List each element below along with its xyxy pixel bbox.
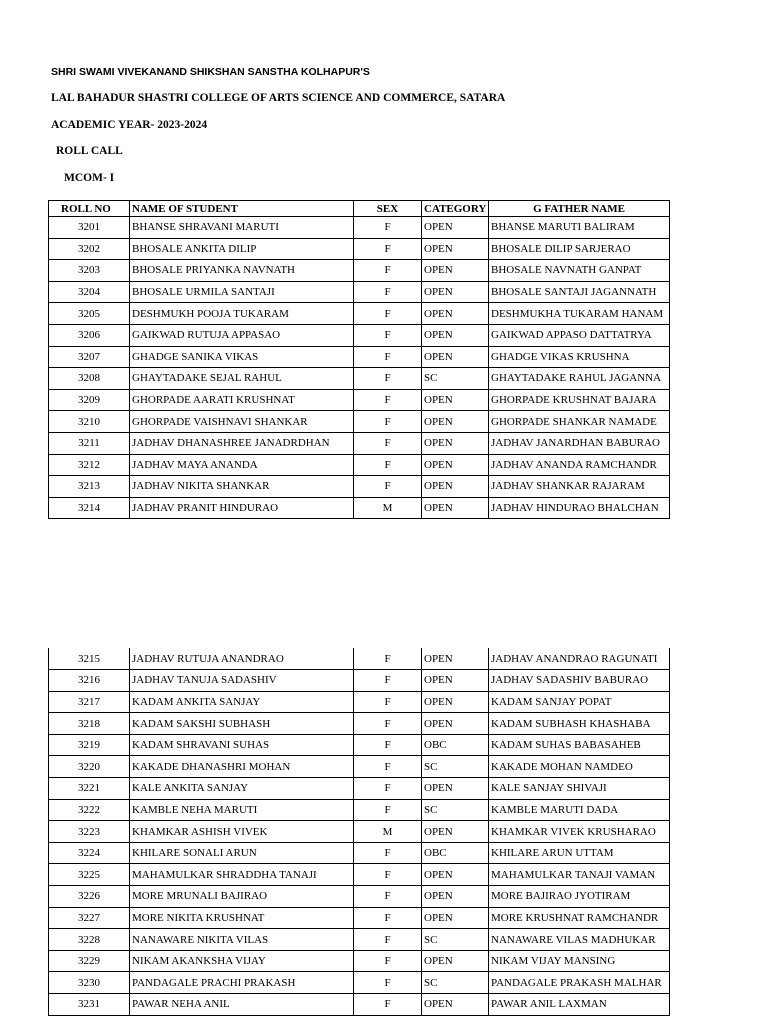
cell-category: OBC: [422, 734, 489, 756]
cell-sex: F: [354, 713, 422, 735]
cell-roll-no: 3214: [49, 497, 130, 519]
table-row: [49, 734, 670, 756]
cell-student-name: NANAWARE NIKITA VILAS: [130, 929, 354, 951]
table-row: [49, 778, 670, 800]
col-category: CATEGORY: [422, 201, 489, 217]
table-row: [49, 497, 670, 519]
cell-student-name: MAHAMULKAR SHRADDHA TANAJI: [130, 864, 354, 886]
table-row: [49, 648, 670, 670]
cell-father-name: JADHAV ANANDA RAMCHANDR: [489, 454, 670, 476]
cell-sex: F: [354, 691, 422, 713]
table-row: [49, 303, 670, 325]
table-row: [49, 864, 670, 886]
cell-category: OPEN: [422, 691, 489, 713]
cell-category: OPEN: [422, 454, 489, 476]
cell-category: OPEN: [422, 476, 489, 498]
table-row: [49, 411, 670, 433]
cell-sex: F: [354, 734, 422, 756]
cell-category: OPEN: [422, 907, 489, 929]
cell-roll-no: 3231: [49, 994, 130, 1016]
cell-student-name: NIKAM AKANKSHA VIJAY: [130, 950, 354, 972]
cell-category: SC: [422, 368, 489, 390]
cell-roll-no: 3212: [49, 454, 130, 476]
cell-sex: F: [354, 778, 422, 800]
cell-father-name: JADHAV HINDURAO BHALCHAN: [489, 497, 670, 519]
cell-father-name: BHOSALE DILIP SARJERAO: [489, 238, 670, 260]
cell-father-name: JADHAV JANARDHAN BABURAO: [489, 432, 670, 454]
society-name: SHRI SWAMI VIVEKANAND SHIKSHAN SANSTHA KOLHAPUR'S: [51, 66, 370, 78]
cell-student-name: JADHAV DHANASHREE JANADRDHAN: [130, 432, 354, 454]
table-row: [49, 346, 670, 368]
cell-student-name: JADHAV TANUJA SADASHIV: [130, 670, 354, 692]
cell-sex: F: [354, 389, 422, 411]
cell-category: OPEN: [422, 886, 489, 908]
col-roll-no: ROLL NO: [49, 201, 130, 217]
cell-sex: F: [354, 217, 422, 239]
cell-category: OPEN: [422, 950, 489, 972]
cell-student-name: BHOSALE ANKITA DILIP: [130, 238, 354, 260]
cell-roll-no: 3223: [49, 821, 130, 843]
cell-sex: F: [354, 799, 422, 821]
cell-roll-no: 3211: [49, 432, 130, 454]
table-row: [49, 907, 670, 929]
cell-student-name: JADHAV MAYA ANANDA: [130, 454, 354, 476]
cell-roll-no: 3229: [49, 950, 130, 972]
cell-father-name: JADHAV ANANDRAO RAGUNATI: [489, 648, 670, 670]
cell-category: OPEN: [422, 389, 489, 411]
cell-sex: M: [354, 497, 422, 519]
cell-student-name: BHOSALE PRIYANKA NAVNATH: [130, 260, 354, 282]
cell-category: SC: [422, 929, 489, 951]
cell-father-name: BHOSALE SANTAJI JAGANNATH: [489, 281, 670, 303]
cell-category: OPEN: [422, 260, 489, 282]
cell-student-name: GHORPADE AARATI KRUSHNAT: [130, 389, 354, 411]
cell-sex: F: [354, 281, 422, 303]
cell-roll-no: 3227: [49, 907, 130, 929]
cell-sex: F: [354, 324, 422, 346]
college-name: LAL BAHADUR SHASTRI COLLEGE OF ARTS SCIENCE AND COMMERCE, SATARA: [51, 92, 506, 104]
cell-sex: F: [354, 432, 422, 454]
cell-student-name: KALE ANKITA SANJAY: [130, 778, 354, 800]
table-row: [49, 670, 670, 692]
cell-student-name: KADAM SAKSHI SUBHASH: [130, 713, 354, 735]
cell-father-name: NANAWARE VILAS MADHUKAR: [489, 929, 670, 951]
cell-father-name: GHORPADE KRUSHNAT BAJARA: [489, 389, 670, 411]
cell-father-name: KALE SANJAY SHIVAJI: [489, 778, 670, 800]
cell-student-name: DESHMUKH POOJA TUKARAM: [130, 303, 354, 325]
table-row: [49, 994, 670, 1016]
cell-student-name: BHANSE SHRAVANI MARUTI: [130, 217, 354, 239]
cell-father-name: NIKAM VIJAY MANSING: [489, 950, 670, 972]
cell-category: OPEN: [422, 864, 489, 886]
cell-roll-no: 3228: [49, 929, 130, 951]
cell-roll-no: 3208: [49, 368, 130, 390]
cell-sex: M: [354, 821, 422, 843]
cell-category: OPEN: [422, 324, 489, 346]
cell-father-name: JADHAV SADASHIV BABURAO: [489, 670, 670, 692]
cell-sex: F: [354, 994, 422, 1016]
col-sex: SEX: [354, 201, 422, 217]
cell-sex: F: [354, 476, 422, 498]
cell-sex: F: [354, 454, 422, 476]
cell-father-name: MAHAMULKAR TANAJI VAMAN: [489, 864, 670, 886]
cell-student-name: KHAMKAR ASHISH VIVEK: [130, 821, 354, 843]
cell-father-name: BHANSE MARUTI BALIRAM: [489, 217, 670, 239]
cell-category: SC: [422, 756, 489, 778]
cell-category: OBC: [422, 842, 489, 864]
cell-student-name: JADHAV RUTUJA ANANDRAO: [130, 648, 354, 670]
cell-student-name: GHAYTADAKE SEJAL RAHUL: [130, 368, 354, 390]
table-row: [49, 972, 670, 994]
cell-category: OPEN: [422, 217, 489, 239]
cell-category: OPEN: [422, 497, 489, 519]
cell-category: SC: [422, 972, 489, 994]
cell-category: OPEN: [422, 238, 489, 260]
cell-category: OPEN: [422, 346, 489, 368]
table-row: [49, 454, 670, 476]
cell-father-name: KHILARE ARUN UTTAM: [489, 842, 670, 864]
cell-category: OPEN: [422, 713, 489, 735]
col-student-name: NAME OF STUDENT: [130, 201, 354, 217]
table-row: [49, 368, 670, 390]
cell-sex: F: [354, 346, 422, 368]
table-row: [49, 713, 670, 735]
table-row: [49, 886, 670, 908]
class-name: MCOM- I: [64, 172, 115, 184]
cell-roll-no: 3225: [49, 864, 130, 886]
cell-sex: F: [354, 368, 422, 390]
cell-roll-no: 3222: [49, 799, 130, 821]
cell-sex: F: [354, 648, 422, 670]
cell-sex: F: [354, 260, 422, 282]
cell-father-name: GHAYTADAKE RAHUL JAGANNA: [489, 368, 670, 390]
table-header-row: [49, 201, 670, 217]
cell-student-name: JADHAV NIKITA SHANKAR: [130, 476, 354, 498]
cell-roll-no: 3210: [49, 411, 130, 433]
cell-student-name: PANDAGALE PRACHI PRAKASH: [130, 972, 354, 994]
roll-call-table-page1: [48, 200, 670, 519]
table-row: [49, 324, 670, 346]
table-row: [49, 691, 670, 713]
cell-student-name: KHILARE SONALI ARUN: [130, 842, 354, 864]
cell-category: OPEN: [422, 303, 489, 325]
cell-father-name: KADAM SUBHASH KHASHABA: [489, 713, 670, 735]
table-row: [49, 821, 670, 843]
cell-father-name: KADAM SUHAS BABASAHEB: [489, 734, 670, 756]
table-row: [49, 389, 670, 411]
table-row: [49, 281, 670, 303]
cell-father-name: BHOSALE NAVNATH GANPAT: [489, 260, 670, 282]
table-row: [49, 929, 670, 951]
cell-sex: F: [354, 670, 422, 692]
cell-father-name: PAWAR ANIL LAXMAN: [489, 994, 670, 1016]
cell-roll-no: 3230: [49, 972, 130, 994]
cell-student-name: KAKADE DHANASHRI MOHAN: [130, 756, 354, 778]
cell-student-name: MORE MRUNALI BAJIRAO: [130, 886, 354, 908]
cell-roll-no: 3216: [49, 670, 130, 692]
cell-roll-no: 3215: [49, 648, 130, 670]
table-row: [49, 756, 670, 778]
academic-year: ACADEMIC YEAR- 2023-2024: [51, 119, 208, 131]
table-row: [49, 432, 670, 454]
cell-sex: F: [354, 842, 422, 864]
cell-father-name: JADHAV SHANKAR RAJARAM: [489, 476, 670, 498]
cell-category: OPEN: [422, 994, 489, 1016]
cell-roll-no: 3219: [49, 734, 130, 756]
table-row: [49, 238, 670, 260]
cell-father-name: KADAM SANJAY POPAT: [489, 691, 670, 713]
cell-roll-no: 3226: [49, 886, 130, 908]
cell-roll-no: 3217: [49, 691, 130, 713]
cell-sex: F: [354, 756, 422, 778]
cell-father-name: DESHMUKHA TUKARAM HANAM: [489, 303, 670, 325]
cell-category: OPEN: [422, 411, 489, 433]
table-row: [49, 950, 670, 972]
cell-roll-no: 3224: [49, 842, 130, 864]
table-row: [49, 217, 670, 239]
cell-father-name: GAIKWAD APPASO DATTATRYA: [489, 324, 670, 346]
cell-category: OPEN: [422, 432, 489, 454]
cell-sex: F: [354, 303, 422, 325]
cell-category: OPEN: [422, 778, 489, 800]
cell-sex: F: [354, 238, 422, 260]
cell-sex: F: [354, 886, 422, 908]
cell-category: OPEN: [422, 821, 489, 843]
cell-sex: F: [354, 864, 422, 886]
cell-roll-no: 3206: [49, 324, 130, 346]
table-row: [49, 799, 670, 821]
cell-sex: F: [354, 950, 422, 972]
cell-category: OPEN: [422, 648, 489, 670]
cell-sex: F: [354, 907, 422, 929]
table-row: [49, 260, 670, 282]
cell-roll-no: 3201: [49, 217, 130, 239]
cell-father-name: KAMBLE MARUTI DADA: [489, 799, 670, 821]
cell-category: SC: [422, 799, 489, 821]
cell-sex: F: [354, 929, 422, 951]
cell-sex: F: [354, 972, 422, 994]
cell-student-name: JADHAV PRANIT HINDURAO: [130, 497, 354, 519]
cell-roll-no: 3220: [49, 756, 130, 778]
cell-father-name: MORE KRUSHNAT RAMCHANDR: [489, 907, 670, 929]
cell-father-name: MORE BAJIRAO JYOTIRAM: [489, 886, 670, 908]
table-row: [49, 476, 670, 498]
roll-call-table-page2: [48, 648, 670, 1016]
cell-roll-no: 3205: [49, 303, 130, 325]
cell-category: OPEN: [422, 670, 489, 692]
cell-student-name: KADAM ANKITA SANJAY: [130, 691, 354, 713]
cell-student-name: BHOSALE URMILA SANTAJI: [130, 281, 354, 303]
cell-roll-no: 3203: [49, 260, 130, 282]
document-title: ROLL CALL: [56, 145, 123, 157]
cell-roll-no: 3218: [49, 713, 130, 735]
cell-student-name: GAIKWAD RUTUJA APPASAO: [130, 324, 354, 346]
cell-student-name: KADAM SHRAVANI SUHAS: [130, 734, 354, 756]
table-row: [49, 842, 670, 864]
cell-category: OPEN: [422, 281, 489, 303]
cell-father-name: KAKADE MOHAN NAMDEO: [489, 756, 670, 778]
cell-roll-no: 3207: [49, 346, 130, 368]
cell-roll-no: 3213: [49, 476, 130, 498]
cell-father-name: KHAMKAR VIVEK KRUSHARAO: [489, 821, 670, 843]
cell-roll-no: 3204: [49, 281, 130, 303]
cell-roll-no: 3202: [49, 238, 130, 260]
cell-roll-no: 3221: [49, 778, 130, 800]
cell-roll-no: 3209: [49, 389, 130, 411]
cell-student-name: GHADGE SANIKA VIKAS: [130, 346, 354, 368]
cell-father-name: GHORPADE SHANKAR NAMADE: [489, 411, 670, 433]
cell-sex: F: [354, 411, 422, 433]
cell-student-name: MORE NIKITA KRUSHNAT: [130, 907, 354, 929]
cell-father-name: GHADGE VIKAS KRUSHNA: [489, 346, 670, 368]
col-father-name: G FATHER NAME: [489, 201, 670, 217]
cell-student-name: KAMBLE NEHA MARUTI: [130, 799, 354, 821]
cell-student-name: GHORPADE VAISHNAVI SHANKAR: [130, 411, 354, 433]
cell-father-name: PANDAGALE PRAKASH MALHAR: [489, 972, 670, 994]
cell-student-name: PAWAR NEHA ANIL: [130, 994, 354, 1016]
